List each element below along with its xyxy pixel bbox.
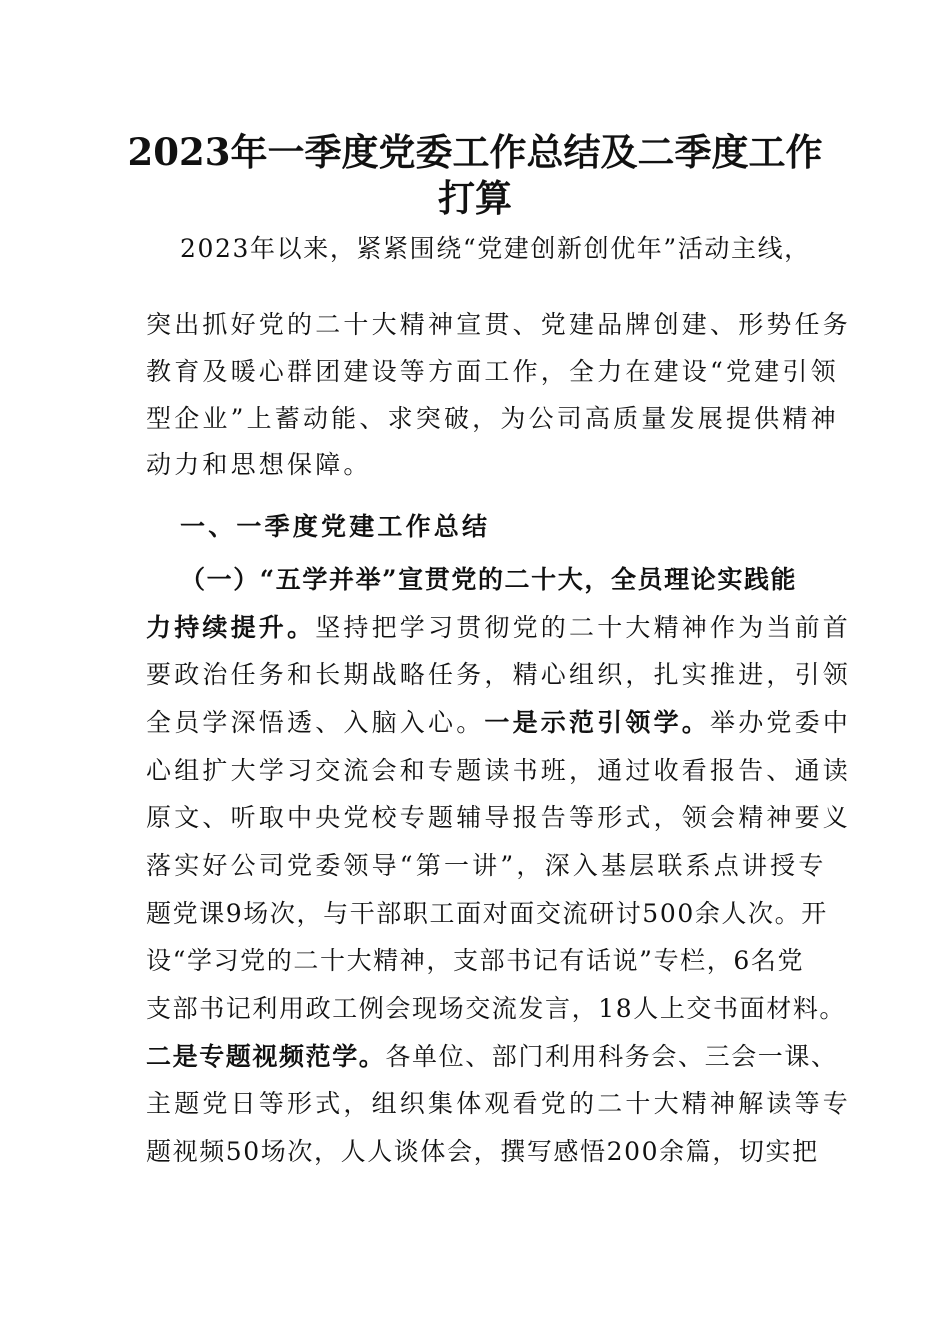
body-line (146, 706, 852, 740)
body-line (146, 611, 852, 645)
intro-line: 型企业”上蓄动能、求突破，为公司高质量发展提供精神 (146, 404, 839, 433)
intro-line: 2023年以来，紧紧围绕“党建创新创优年”活动主线， (180, 234, 811, 263)
body-line: 题视频50场次，人人谈体会，撰写感悟200余篇，切实把 (146, 1137, 819, 1166)
body-text: 举办党委中 (710, 708, 852, 737)
subsection-heading: （一）“五学并举”宣贯党的二十大，全员理论实践能 (180, 565, 798, 594)
body-line: 要政治任务和长期战略任务，精心组织，扎实推进，引领 (146, 660, 852, 689)
body-text: 坚持把学习贯彻党的二十大精神作为当前首 (315, 613, 852, 642)
intro-line: 教育及暖心群团建设等方面工作，全力在建设“党建引领 (146, 357, 839, 386)
body-line: 支部书记利用政工例会现场交流发言，18人上交书面材料。 (146, 994, 847, 1023)
subsection-heading-end: 力持续提升。 (146, 613, 316, 642)
intro-line: 动力和思想保障。 (146, 450, 372, 479)
body-line: 原文、听取中央党校专题辅导报告等形式，领会精神要义 (146, 803, 852, 832)
intro-line: 突出抓好党的二十大精神宣贯、党建品牌创建、形势任务 (146, 310, 852, 339)
document-title-line-1: 2023年一季度党委工作总结及二季度工作 (127, 130, 823, 174)
body-line: 主题党日等形式，组织集体观看党的二十大精神解读等专 (146, 1089, 852, 1118)
body-text: 各单位、部门利用科务会、三会一课、 (385, 1042, 838, 1071)
point-heading: 一是示范引领学。 (484, 708, 711, 737)
body-line (146, 1040, 838, 1074)
document-title-line-2: 打算 (438, 176, 512, 220)
body-line: 题党课9场次，与干部职工面对面交流研讨500余人次。开 (146, 899, 828, 928)
body-line: 落实好公司党委领导“第一讲”，深入基层联系点讲授专 (146, 851, 827, 880)
section-heading: 一、一季度党建工作总结 (180, 512, 491, 541)
point-heading: 二是专题视频范学。 (146, 1042, 386, 1071)
body-text: 全员学深悟透、入脑入心。 (146, 708, 485, 737)
body-line: 心组扩大学习交流会和专题读书班，通过收看报告、通读 (146, 756, 852, 785)
body-line: 设“学习党的二十大精神，支部书记有话说”专栏，6名党 (146, 946, 805, 975)
